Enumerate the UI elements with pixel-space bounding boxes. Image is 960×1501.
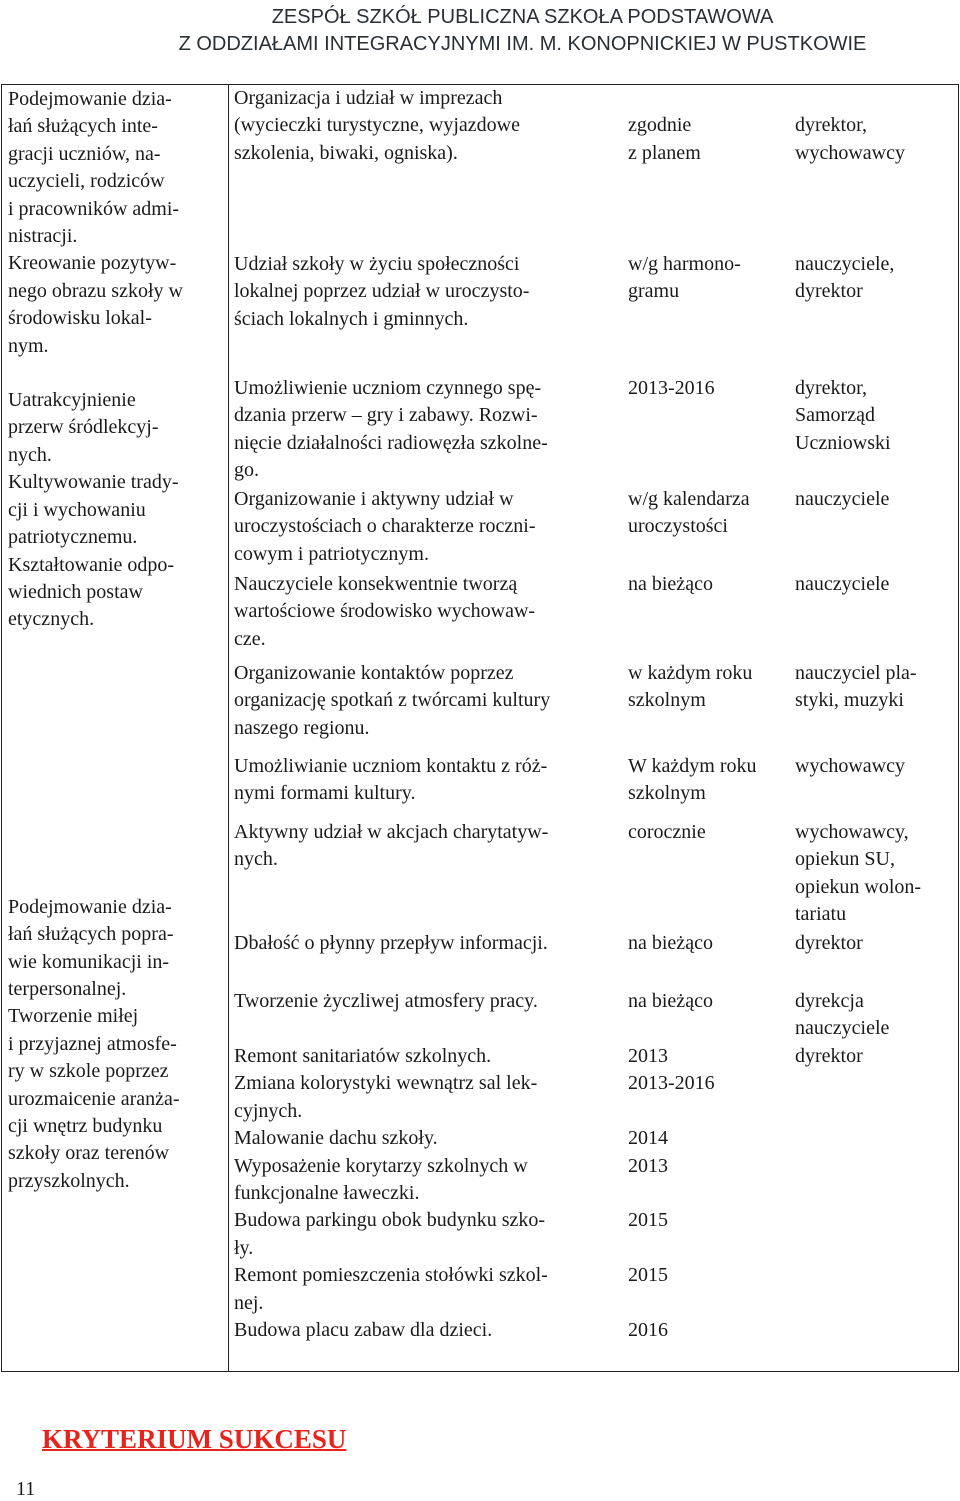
goal-line: środowisku lokal- [8,307,152,330]
goal-line: etycznych. [8,608,95,631]
term-line: w każdym roku [628,662,753,684]
task-line: ściach lokalnych i gminnych. [234,307,469,330]
term-line [628,1098,787,1125]
tasks-cell [229,85,959,1372]
goal-line: łań służących inte- [8,115,158,138]
task-text [229,753,623,808]
task-text [229,375,623,485]
task-line: Nauczyciele konsekwentnie tworzą [234,573,518,595]
responsible-text [791,251,956,333]
term-text [623,85,791,167]
goal-line: Tworzenie miłej [8,1005,139,1028]
responsible-line: dyrektor [795,1045,863,1067]
term-text [623,988,791,1043]
activity-row [229,819,959,929]
task-line: Organizowanie i aktywny udział w [234,488,514,510]
responsible-line: styki, muzyki [795,689,904,712]
goal-line: nych. [8,443,52,466]
term-line [628,1290,787,1317]
term-text [623,1043,791,1344]
task-line: cyjnych. [234,1099,303,1122]
activity-row [229,251,959,333]
goal-line: i pracowników admi- [8,197,180,220]
task-line: Umożliwianie uczniom kontaktu z róż- [234,755,548,777]
task-text [229,486,623,568]
goal-line: łań służących popra- [8,923,174,946]
term-text [623,375,791,485]
goals-block [8,894,224,1195]
term-line: szkolnym [628,689,706,712]
goals-cell [2,85,229,1372]
task-line: Umożliwienie uczniom czynnego spę- [234,377,542,399]
term-text [623,251,791,333]
task-text [229,988,623,1043]
task-line: nych. [234,848,278,871]
task-line: nej. [234,1291,264,1314]
goal-line: Kreowanie pozytyw- [8,252,177,275]
task-line: Organizacja i udział w imprezach [234,87,503,109]
task-line: ły. [234,1236,254,1259]
goal-line: Podejmowanie dzia- [8,88,172,110]
responsible-line: opiekun SU, [795,848,895,871]
task-line: Aktywny udział w akcjach charytatyw- [234,821,549,843]
responsible-line: nauczyciel pla- [795,662,917,684]
term-text [623,753,791,808]
term-line: 2015 [628,1209,668,1232]
goal-line: terpersonalnej. [8,977,127,1000]
goal-line: i przyjaznej atmosfe- [8,1032,177,1055]
responsible-line [795,85,952,112]
term-line [628,1180,787,1207]
goal-line: cji i wychowaniu [8,498,146,521]
responsible-line: tariatu [795,903,847,926]
term-line: W każdym roku [628,755,757,777]
term-line: na bieżąco [628,932,713,954]
activity-row [229,930,959,957]
task-text [229,85,623,167]
goal-line: wiednich postaw [8,580,143,603]
term-line: 2015 [628,1264,668,1287]
goal-line: cji wnętrz budynku [8,1114,163,1137]
goal-line: Kształtowanie odpo- [8,553,175,576]
task-line: Wyposażenie korytarzy szkolnych w [234,1154,528,1177]
responsible-line: nauczyciele, [795,253,895,275]
responsible-text [791,660,956,742]
responsible-line: nauczyciele [795,1017,890,1040]
header-line-2: Z ODDZIAŁAMI INTEGRACYJNYMI IM. M. KONOPNICKIEJ W PUSTKOWIE [178,33,867,55]
task-line: cze. [234,627,266,650]
term-line: 2013-2016 [628,377,715,399]
task-line: nymi formami kultury. [234,782,416,805]
page-number: 11 [16,1478,36,1500]
term-line: w/g kalendarza [628,488,750,510]
term-line: w/g harmono- [628,253,741,275]
responsible-line: dyrektor [795,932,863,954]
responsible-text [791,988,956,1043]
responsible-text [791,571,956,653]
term-line: gramu [628,280,680,303]
page-header [0,4,960,58]
task-text [229,660,623,742]
goal-line: szkoły oraz terenów [8,1142,170,1165]
task-text [229,571,623,653]
activity-row [229,571,959,653]
task-text [229,1043,623,1344]
term-text [623,930,791,957]
responsible-text [791,819,956,929]
term-line [628,85,787,112]
responsible-text [791,753,956,808]
activity-row [229,1043,959,1344]
task-line: Remont pomieszczenia stołówki szkol- [234,1264,548,1287]
goal-line: Podejmowanie dzia- [8,895,172,918]
tasks-list [229,85,958,1371]
task-line: szkolenia, biwaki, ogniska). [234,141,458,164]
responsible-line: dyrektor, [795,377,867,399]
activity-row [229,375,959,485]
activity-row [229,486,959,568]
responsible-text [791,375,956,485]
task-line: cowym i patriotycznym. [234,542,429,565]
success-criterion-heading: KRYTERIUM SUKCESU [42,1424,347,1454]
goal-line: ry w szkole poprzez [8,1060,169,1083]
term-text [623,660,791,742]
responsible-line: dyrektor [795,280,863,303]
task-line: nięcie działalności radiowęzła szkolne- [234,431,548,454]
term-line: z planem [628,141,701,164]
term-line: 2013-2016 [628,1072,715,1095]
term-text [623,486,791,568]
goal-line: przerw śródlekcyj- [8,416,159,439]
term-text [623,571,791,653]
term-line: 2013 [628,1045,668,1067]
term-line [628,1235,787,1262]
term-text [623,819,791,929]
activity-row [229,753,959,808]
task-line: Zmiana kolorystyki wewnątrz sal lek- [234,1072,538,1095]
responsible-text [791,85,956,167]
task-line: Organizowanie kontaktów poprzez [234,662,514,684]
activity-row [229,660,959,742]
activity-row [229,85,959,167]
term-line: 2014 [628,1127,668,1150]
responsible-line: Uczniowski [795,431,891,454]
responsible-line: wychowawcy, [795,821,909,843]
goal-line: nistracji. [8,225,78,248]
task-line: dzania przerw – gry i zabawy. Rozwi- [234,404,538,427]
plan-table [1,84,959,1372]
goal-line: nego obrazu szkoły w [8,279,183,302]
task-text [229,251,623,333]
task-line: lokalnej poprzez udział w uroczysto- [234,280,530,303]
term-line: szkolnym [628,782,706,805]
task-line: go. [234,459,259,482]
goal-line: nym. [8,334,49,357]
task-line: wartościowe środowisko wychowaw- [234,600,536,623]
responsible-line: nauczyciele [795,573,890,595]
responsible-line: dyrekcja [795,990,864,1012]
term-line: na bieżąco [628,990,713,1012]
task-line: Dbałość o płynny przepływ informacji. [234,932,548,954]
goals-block [8,86,224,360]
task-line: Remont sanitariatów szkolnych. [234,1045,492,1067]
task-line: Malowanie dachu szkoły. [234,1127,438,1150]
header-line-1: ZESPÓŁ SZKÓŁ PUBLICZNA SZKOŁA PODSTAWOWA [271,6,774,28]
term-line: na bieżąco [628,573,713,595]
responsible-text [791,930,956,957]
goal-line: urozmaicenie aranża- [8,1087,180,1110]
task-text [229,819,623,929]
task-line: (wycieczki turystyczne, wyjazdowe [234,114,520,137]
goal-line: przyszkolnych. [8,1169,130,1192]
responsible-line: wychowawcy [795,755,905,777]
responsible-text [791,486,956,568]
responsible-line: wychowawcy [795,141,905,164]
activity-row [229,988,959,1043]
table-row [2,85,959,1372]
responsible-line: Samorząd [795,404,875,427]
task-line: Budowa placu zabaw dla dzieci. [234,1319,493,1342]
term-line: corocznie [628,821,706,843]
responsible-line: dyrektor, [795,114,867,137]
task-line: Tworzenie życzliwej atmosfery pracy. [234,990,538,1012]
goal-line: patriotycznemu. [8,526,138,549]
goal-line: Uatrakcyjnienie [8,389,136,412]
responsible-text [791,1043,956,1344]
term-line: 2016 [628,1319,668,1342]
goal-line: wie komunikacji in- [8,950,170,973]
task-line: funkcjonalne ławeczki. [234,1182,420,1205]
goal-line: uczycieli, rodziców [8,170,165,193]
task-line: naszego regionu. [234,716,370,739]
task-text [229,930,623,957]
responsible-line: opiekun wolon- [795,875,922,898]
goals-block [8,387,224,634]
responsible-line: nauczyciele [795,488,890,510]
term-line: zgodnie [628,114,692,137]
task-line: Udział szkoły w życiu społeczności [234,253,520,275]
task-line: uroczystościach o charakterze roczni- [234,515,536,538]
task-line: Budowa parkingu obok budynku szko- [234,1209,546,1232]
task-line: organizację spotkań z twórcami kultury [234,689,551,712]
term-line: 2013 [628,1154,668,1177]
goal-line: Kultywowanie trady- [8,471,179,494]
term-line: uroczystości [628,515,728,538]
goal-line: gracji uczniów, na- [8,142,161,165]
